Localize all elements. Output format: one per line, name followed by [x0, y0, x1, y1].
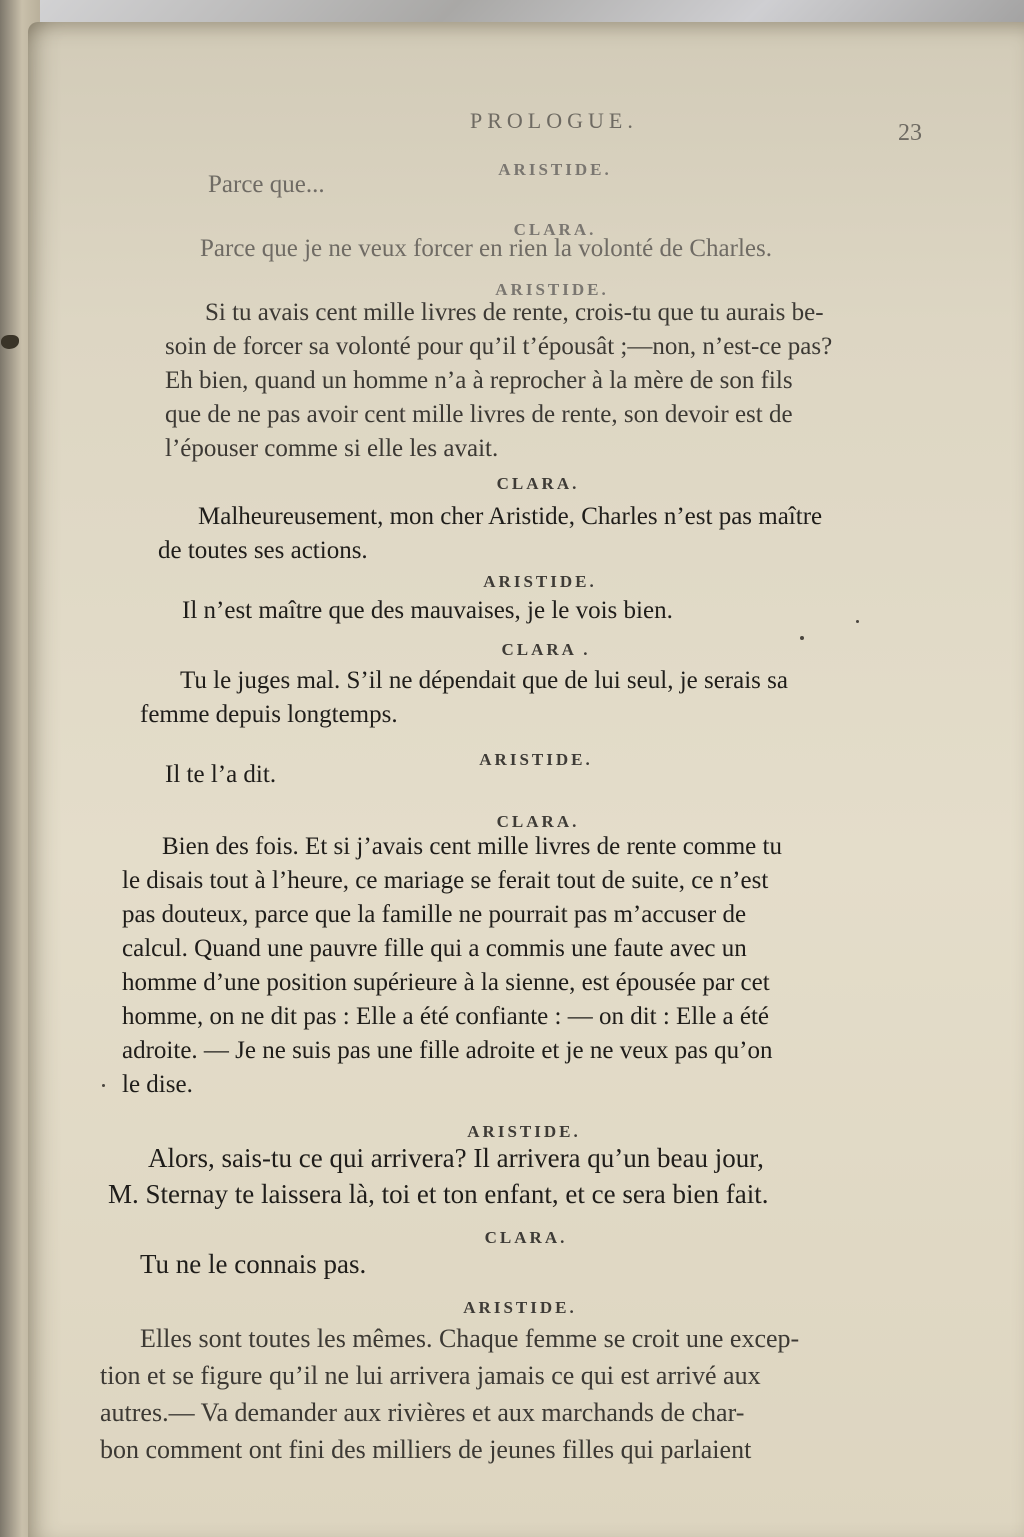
speech-text	[140, 664, 920, 732]
speaker-name: ARISTIDE.	[467, 1122, 581, 1141]
speech-line: Parce que je ne veux forcer en rien la volonté de Charles.	[200, 235, 772, 262]
speaker-name: ARISTIDE.	[498, 160, 612, 179]
speech-line: homme d’une position supérieure à la sienne, est épousée par cet	[122, 969, 770, 996]
speech-text	[165, 296, 925, 466]
speech-line: Parce que...	[208, 171, 325, 198]
speech-text	[142, 594, 902, 628]
speech-text	[108, 1140, 933, 1212]
speech-line: Bien des fois. Et si j’avais cent mille livres de rente comme tu	[162, 833, 782, 860]
speech-line: M. Sternay te laissera là, toi et ton enfant, et ce sera bien fait.	[108, 1179, 769, 1209]
speaker-name: ARISTIDE.	[479, 750, 593, 769]
speaker-name: ARISTIDE.	[495, 280, 609, 299]
speech-line: le dise.	[122, 1071, 193, 1098]
speech-text	[100, 1246, 700, 1282]
speech-line: l’épouser comme si elle les avait.	[165, 435, 499, 462]
speech-line: tion et se figure qu’il ne lui arrivera jamais ce qui est arrivé aux	[100, 1361, 761, 1390]
speech-line: Tu ne le connais pas.	[140, 1249, 367, 1279]
speech-line: Malheureusement, mon cher Aristide, Charles n’est pas maître	[198, 503, 823, 530]
speaker-name: ARISTIDE.	[483, 572, 597, 591]
speech-line: Alors, sais-tu ce qui arrivera? Il arrivera qu’un beau jour,	[148, 1143, 764, 1173]
speaker-name: CLARA.	[484, 1228, 568, 1247]
speech-line: Il n’est maître que des mauvaises, je le vois bien.	[182, 597, 673, 624]
speaker-name: CLARA.	[513, 220, 597, 239]
speech-line: bon comment ont fini des milliers de jeunes filles qui parlaient	[100, 1435, 752, 1464]
running-head: PROLOGUE.	[470, 108, 638, 133]
speech-line: Si tu avais cent mille livres de rente, crois-tu que tu aurais be-	[205, 299, 824, 326]
speech-text	[200, 232, 870, 266]
speech-text	[122, 830, 927, 1102]
speaker-name: CLARA .	[501, 640, 591, 659]
speech-text	[158, 500, 918, 568]
paper-speck	[856, 620, 859, 623]
page-number: 23	[898, 120, 922, 146]
speaker-name: ARISTIDE.	[463, 1298, 577, 1317]
speech-line: Il te l’a dit.	[165, 761, 277, 788]
speaker-name: CLARA.	[496, 474, 580, 493]
paper-speck	[800, 636, 804, 640]
speech-line: soin de forcer sa volonté pour qu’il t’épousât ;—non, n’est-ce pas?	[165, 333, 833, 360]
speech-line: de toutes ses actions.	[158, 537, 368, 564]
speaker-name: CLARA.	[496, 812, 580, 831]
speech-line: adroite. — Je ne suis pas une fille adroite et je ne veux pas qu’on	[122, 1037, 773, 1064]
speech-text	[208, 168, 508, 202]
speech-line: Elles sont toutes les mêmes. Chaque femme se croit une excep-	[140, 1324, 800, 1353]
speech-line: calcul. Quand une pauvre fille qui a commis une faute avec un	[122, 935, 747, 962]
speech-text	[100, 1320, 940, 1468]
speech-line: autres.— Va demander aux rivières et aux marchands de char-	[100, 1398, 745, 1427]
speech-line: femme depuis longtemps.	[140, 701, 398, 728]
speech-line: le disais tout à l’heure, ce mariage se ferait tout de suite, ce n’est	[122, 867, 769, 894]
speech-text	[125, 758, 525, 792]
paper-speck	[102, 1084, 105, 1087]
speech-line: pas douteux, parce que la famille ne pourrait pas m’accuser de	[122, 901, 747, 928]
speech-line: que de ne pas avoir cent mille livres de rente, son devoir est de	[165, 401, 793, 428]
speech-line: homme, on ne dit pas : Elle a été confiante : — on dit : Elle a été	[122, 1003, 770, 1030]
speech-line: Tu le juges mal. S’il ne dépendait que de lui seul, je serais sa	[180, 667, 788, 694]
speech-line: Eh bien, quand un homme n’a à reprocher à la mère de son fils	[165, 367, 793, 394]
